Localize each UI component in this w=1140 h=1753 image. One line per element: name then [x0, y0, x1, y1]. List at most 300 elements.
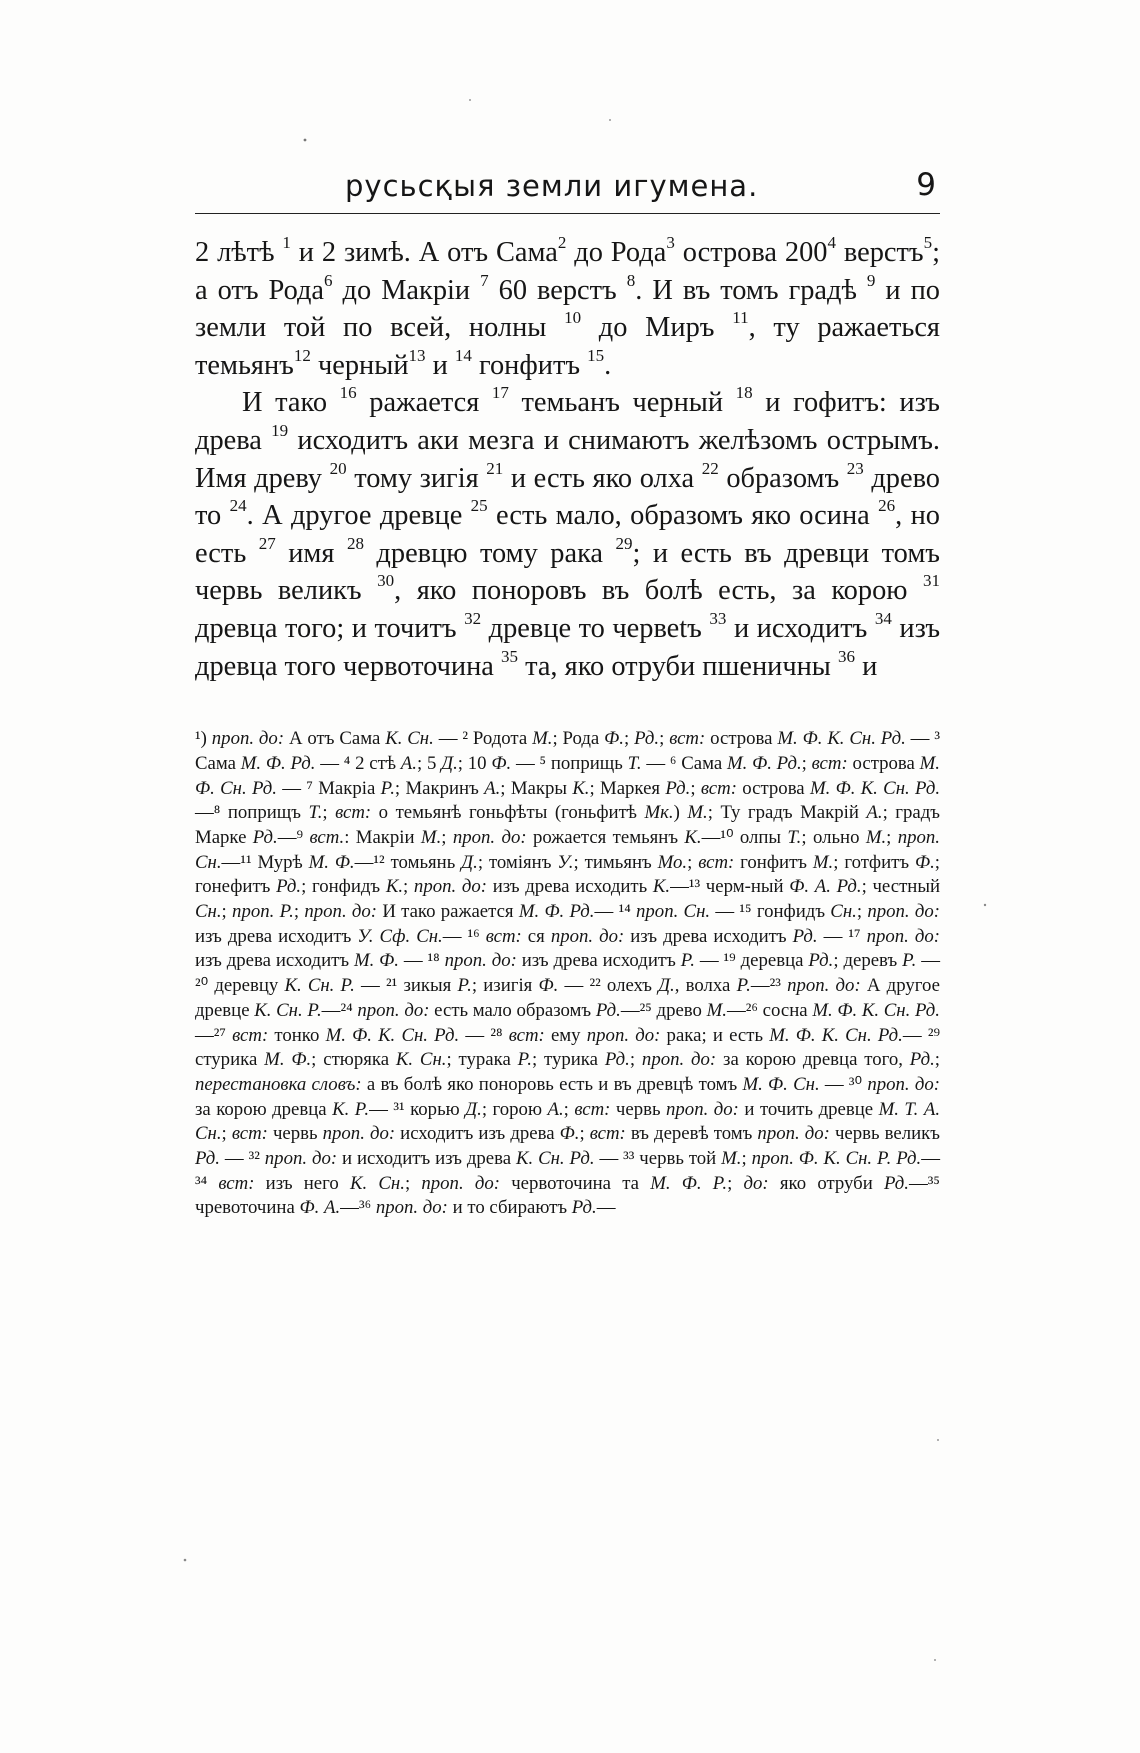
text-run: ; изигія	[471, 975, 539, 997]
text-run: — ²⁰ деревцу	[195, 950, 941, 997]
text-run: —	[902, 1024, 928, 1046]
text-run: изъ древа исходитъ	[195, 925, 358, 947]
siglum-text: М. Ф. Р.	[650, 1172, 728, 1194]
text-run: ; 10	[457, 752, 492, 774]
text-run: . И въ томъ градѣ	[635, 274, 867, 306]
note-marker: 16	[339, 383, 357, 403]
siglum-text: Рд.	[792, 925, 818, 947]
body-paragraph	[195, 234, 940, 384]
text-run: ; а отъ Рода	[195, 237, 941, 306]
text-run: темьанъ черный	[508, 387, 736, 419]
text-run: та, яко отруби пшеничны	[517, 650, 838, 682]
siglum-text: М.	[706, 999, 727, 1021]
siglum-text: Мк.	[644, 802, 674, 824]
text-run: древце то червеtъ	[481, 612, 710, 644]
note-marker: 29	[615, 533, 633, 553]
siglum-text: проп. до:	[867, 901, 941, 923]
siglum-text: проп. до:	[211, 728, 285, 750]
note-marker: 3	[666, 233, 675, 253]
siglum-text: проп. до:	[304, 901, 378, 923]
text-run: —	[596, 1197, 616, 1219]
siglum-text: М.	[721, 1148, 742, 1170]
siglum-text: Ф.	[538, 975, 559, 997]
siglum-text: вст:	[811, 752, 848, 774]
siglum-text: М. Ф.	[308, 851, 355, 873]
text-run: исходитъ изъ древа	[395, 1123, 560, 1145]
siglum-text: Т.	[627, 752, 642, 774]
siglum-text: К. Сн.	[385, 728, 434, 750]
siglum-text: Мо.	[657, 851, 688, 873]
text-run: ;	[623, 728, 635, 750]
text-run: —³⁶	[340, 1197, 376, 1219]
text-run: ; готфитъ	[833, 851, 915, 873]
text-run: — ² Родота	[433, 728, 533, 750]
siglum-text: Р.	[736, 975, 751, 997]
text-run: — ⁷ Макріа	[276, 777, 381, 799]
text-run: — ¹⁵ гонфидъ	[710, 901, 831, 923]
text-run: изъ древа исходить	[487, 876, 653, 898]
text-run: ;	[293, 901, 305, 923]
text-run: , но есть	[195, 500, 940, 569]
text-run: —²⁶ сосна	[727, 999, 813, 1021]
note-marker: 19	[271, 421, 289, 441]
text-run: исходитъ аки мезга и снимаютъ желѣзомъ острымъ. Имя древу	[195, 424, 940, 494]
siglum-text: М. Ф. К. Сн. Рд.	[809, 777, 941, 799]
text-run: имя	[275, 537, 347, 569]
siglum-text: Рд.	[604, 1049, 630, 1071]
text-run: о темьянѣ гоньфѣты (гоньфитѣ	[371, 802, 645, 824]
siglum-text: Р.	[457, 975, 472, 997]
text-run: — ¹⁹ деревца	[694, 950, 809, 972]
text-run: тонко	[268, 1024, 326, 1046]
siglum-text: проп. до:	[444, 950, 517, 972]
text-run: острова	[705, 728, 778, 750]
siglum-text: проп. до:	[322, 1123, 396, 1145]
text-run: изъ древца того червоточина	[195, 612, 940, 682]
text-run: острова	[847, 752, 920, 774]
note-marker: 27	[258, 533, 276, 553]
note-marker: 25	[470, 496, 488, 516]
text-run: ;	[221, 1123, 232, 1145]
text-run: червь великъ	[829, 1123, 940, 1145]
text-run: ;	[629, 1049, 642, 1071]
text-run: ; гонефитъ	[195, 851, 940, 898]
running-title: русьсқыя земли игумена.	[345, 169, 759, 203]
siglum-text: проп. до:	[586, 1024, 661, 1046]
note-marker: 34	[874, 609, 892, 629]
text-run: ;	[856, 901, 868, 923]
note-marker: 15	[587, 346, 605, 366]
text-run: . А другое древце	[246, 500, 471, 532]
siglum-text: М.	[420, 826, 442, 848]
siglum-text: проп. до:	[452, 826, 527, 848]
siglum-text: Сн.	[195, 901, 222, 923]
siglum-text: М.	[687, 802, 708, 824]
text-run: ; честный	[861, 876, 940, 898]
siglum-text: К.	[350, 1172, 368, 1194]
siglum-text: проп. Сн.	[636, 901, 711, 923]
siglum-text: К.	[516, 1148, 534, 1170]
siglum-text: К.	[385, 876, 404, 898]
siglum-text: Ф. К. Сн. Рд.	[345, 1024, 460, 1046]
text-run: — ¹⁷	[817, 925, 867, 947]
siglum-text: проп. до:	[375, 1197, 448, 1219]
siglum-text: вст.	[309, 826, 345, 848]
siglum-text: К. Сн.	[395, 1049, 447, 1071]
text-run: ; Рода	[552, 728, 605, 750]
text-run: ; и есть въ древци томъ червь великъ	[195, 537, 940, 607]
siglum-text: вст:	[589, 1123, 626, 1145]
text-run: ный	[750, 876, 790, 898]
siglum-text: М. Ф. К. Сн. Рд.	[769, 1024, 903, 1046]
text-run: ;	[801, 752, 812, 774]
siglum-text: Ф. А. Рд.	[789, 876, 862, 898]
text-run: —²⁵ древо	[620, 999, 707, 1021]
siglum-text: вст:	[231, 1123, 268, 1145]
note-marker: 36	[837, 646, 855, 666]
siglum-text: Рд.	[665, 777, 691, 799]
text-run: — ³³ червь той	[594, 1148, 722, 1170]
note-marker: 8	[626, 270, 636, 290]
text-run: — ¹⁸	[398, 950, 445, 972]
text-run: — ⁴ 2 стѣ	[315, 752, 401, 774]
note-marker: 30	[377, 571, 395, 591]
note-marker: 1	[282, 233, 291, 253]
text-run: гонфитъ	[471, 349, 588, 381]
note-marker: 11	[732, 308, 749, 328]
siglum-text: А.	[866, 802, 883, 824]
siglum-text: Рд.	[884, 1172, 910, 1194]
text-run: — ⁵ поприщь	[511, 752, 628, 774]
text-run: , ту ражаеться темьянъ	[195, 312, 940, 381]
siglum-text: К.	[652, 876, 671, 898]
text-run: ; Макры	[500, 777, 573, 799]
main-text	[195, 234, 940, 685]
siglum-text: Сн. Рд.	[533, 1148, 595, 1170]
siglum-text: Рд.	[195, 1148, 220, 1170]
siglum-text: проп. до:	[413, 876, 488, 898]
siglum-text: Д.	[441, 752, 458, 774]
siglum-text: М. Ф. К. Сн. Рд.	[812, 999, 940, 1021]
text-run: и точить древце	[738, 1098, 879, 1120]
text-run: —³⁵ чревоточина	[195, 1172, 940, 1219]
text-run: въ деревѣ томъ	[625, 1123, 758, 1145]
text-run: ¹)	[195, 728, 212, 750]
text-run: изъ древа исходитъ	[195, 950, 354, 972]
note-marker: 4	[827, 233, 836, 253]
siglum-text: У. Сф. Сн.	[357, 925, 443, 947]
text-run: черный	[310, 349, 409, 381]
siglum-text: Сн.	[367, 1172, 405, 1194]
text-run: , яко поноровъ въ болѣ есть, за корою	[394, 575, 923, 607]
text-run: —¹² томьянь	[354, 851, 462, 873]
siglum-text: М. Ф.	[264, 1049, 312, 1071]
siglum-text: Р.	[680, 950, 695, 972]
text-run: ся	[521, 925, 551, 947]
siglum-text: Д.	[461, 851, 478, 873]
siglum-text: вст:	[218, 1172, 255, 1194]
siglum-text: М. Ф. Рд.	[240, 752, 316, 774]
siglum-text: М. Ф. Сн.	[742, 1073, 820, 1095]
text-run: рожается темьянъ	[526, 826, 685, 848]
note-marker: 33	[709, 609, 727, 629]
siglum-text: К.	[572, 777, 590, 799]
text-run: .	[604, 349, 612, 381]
text-run: за корою древца	[195, 1098, 333, 1120]
text-run: ; томіянъ	[477, 851, 558, 873]
note-marker: 23	[846, 458, 864, 478]
text-run: —	[369, 1098, 394, 1120]
text-run: и гофитъ: изъ древа	[195, 387, 940, 456]
text-run: ;	[934, 1049, 941, 1071]
siglum-text: М.	[865, 826, 887, 848]
note-marker: 31	[922, 571, 940, 591]
siglum-text: К.	[684, 826, 702, 848]
siglum-text: Р.	[517, 1049, 532, 1071]
text-run: ;	[579, 1123, 590, 1145]
siglum-text: вст:	[574, 1098, 611, 1120]
book-page	[195, 165, 940, 1221]
footnotes	[195, 727, 940, 1221]
text-run: —²⁴	[321, 999, 358, 1021]
text-run: 2 лѣтѣ	[195, 237, 283, 268]
text-run: —⁸ поприщъ	[195, 802, 309, 824]
siglum-text: Ф.	[604, 728, 624, 750]
text-run: ¹⁶	[467, 925, 486, 947]
note-marker: 2	[557, 233, 567, 253]
text-run: ; турака	[446, 1049, 518, 1071]
siglum-text: Ф.	[559, 1123, 580, 1145]
text-run: есть мало образомъ	[429, 999, 596, 1021]
note-marker: 28	[346, 533, 364, 553]
text-run: ³¹ корью	[393, 1098, 466, 1120]
text-run: и 2 зимѣ. А отъ Сама	[290, 237, 558, 268]
text-run: и	[425, 349, 455, 381]
siglum-text: Т.	[787, 826, 802, 848]
siglum-text: Ф. А.	[299, 1197, 341, 1219]
text-run: ;	[563, 1098, 575, 1120]
text-run: — ²⁸	[459, 1024, 509, 1046]
text-run: —	[594, 901, 619, 923]
note-marker: 17	[491, 383, 509, 403]
siglum-text: перестановка словъ:	[195, 1073, 362, 1095]
siglum-text: Ф.	[914, 851, 935, 873]
text-run: ; градъ Марке	[195, 802, 940, 848]
siglum-text: Рд.	[808, 950, 834, 972]
siglum-text: Ф.	[491, 752, 512, 774]
text-run: —²³	[750, 975, 788, 997]
text-run: и есть яко олха	[503, 462, 702, 494]
siglum-text: Рд.	[909, 1049, 935, 1071]
note-marker: 24	[229, 496, 247, 516]
text-run: )	[673, 802, 688, 824]
siglum-text: М. Ф. Рд.	[518, 901, 595, 923]
page-number: 9	[916, 167, 936, 203]
siglum-text: Р.	[380, 777, 395, 799]
siglum-text: Р.	[902, 950, 917, 972]
text-run: —¹⁰ олпы	[701, 826, 788, 848]
siglum-text: Рд.	[571, 1197, 597, 1219]
note-marker: 22	[701, 458, 719, 478]
text-run: ему	[544, 1024, 587, 1046]
text-run: и по земли той по всей, нолны	[195, 274, 940, 344]
text-run: острова	[736, 777, 810, 799]
text-run: ;	[727, 1172, 744, 1194]
text-run: за корою древца того,	[716, 1049, 910, 1071]
siglum-text: вст:	[698, 851, 735, 873]
siglum-text: Рд.	[595, 999, 621, 1021]
siglum-text: проп. до:	[866, 925, 940, 947]
siglum-text: вст:	[232, 1024, 269, 1046]
text-run: червь	[610, 1098, 667, 1120]
text-run: ; Макринъ	[394, 777, 485, 799]
text-run: 60 верстъ	[488, 274, 627, 306]
siglum-text: проп. Сн.	[195, 826, 940, 873]
siglum-text: проп. до:	[787, 975, 861, 997]
text-run: изъ него	[254, 1172, 350, 1194]
siglum-text: Рд.	[276, 876, 302, 898]
text-run: ;	[886, 826, 898, 848]
note-marker: 32	[464, 609, 482, 629]
siglum-text: Д.	[465, 1098, 482, 1120]
siglum-text: М. Ф. К. Сн. Рд.	[777, 728, 906, 750]
siglum-text: проп. до:	[357, 999, 430, 1021]
note-marker: 20	[329, 458, 347, 478]
text-run: — ³ Сама	[195, 728, 940, 774]
note-marker: 9	[866, 270, 876, 290]
text-run: образомъ	[718, 462, 847, 494]
text-run: — ³²	[220, 1148, 265, 1170]
text-run: ; горою	[481, 1098, 548, 1120]
siglum-text: Сн.	[830, 901, 857, 923]
siglum-text: М.	[532, 728, 553, 750]
text-run: ;	[441, 826, 453, 848]
note-marker: 5	[923, 233, 933, 253]
text-run: ¹⁴	[618, 901, 637, 923]
siglum-text: вст:	[485, 925, 522, 947]
siglum-text: вст:	[508, 1024, 545, 1046]
text-run: —	[442, 925, 468, 947]
text-run: и исходитъ изъ древа	[337, 1148, 516, 1170]
text-run: —⁹	[277, 826, 310, 848]
siglum-text: К. Сн. Р.	[254, 999, 322, 1021]
note-marker: 13	[408, 346, 426, 366]
note-marker: 6	[324, 270, 333, 290]
text-run: древца того; и точитъ	[195, 612, 465, 644]
text-run: ;	[687, 851, 699, 873]
text-run: , волха	[674, 975, 737, 997]
text-run: а въ болѣ яко поноровь есть и въ древцѣ томъ	[361, 1073, 743, 1095]
note-marker: 10	[564, 308, 582, 328]
text-run: — ²¹ зикыя	[354, 975, 458, 997]
text-run: ; стюряка	[311, 1049, 396, 1071]
text-run: яко отруби	[768, 1172, 885, 1194]
note-marker: 35	[500, 646, 518, 666]
siglum-text: Т.	[308, 802, 323, 824]
text-run: — ³⁰	[819, 1073, 868, 1095]
note-marker: 21	[486, 458, 504, 478]
text-run: ; гонфидъ	[301, 876, 386, 898]
text-run: и исходитъ	[726, 612, 875, 644]
text-run: ;	[659, 728, 670, 750]
text-run: ;	[403, 876, 414, 898]
running-head	[195, 165, 940, 214]
text-run: А отъ Сама	[284, 728, 386, 750]
text-run: —³⁴	[195, 1148, 940, 1194]
text-run: ; деревъ	[833, 950, 903, 972]
siglum-text: А.	[547, 1098, 564, 1120]
siglum-text: вст:	[700, 777, 737, 799]
text-run: острова 200	[674, 237, 828, 268]
siglum-text: вст:	[335, 802, 372, 824]
text-run: А другое древце	[195, 975, 940, 1021]
text-run: ; ольно	[801, 826, 866, 848]
text-run: и	[855, 650, 878, 682]
siglum-text: проп. до:	[641, 1049, 717, 1071]
siglum-text: проп. Р.	[232, 901, 294, 923]
text-run: есть мало, образомъ яко осина	[487, 500, 879, 532]
siglum-text: М. Ф.	[353, 950, 399, 972]
text-run: ; Ту градъ Макрій	[707, 802, 867, 824]
note-marker: 7	[480, 270, 489, 290]
body-paragraph	[195, 384, 940, 685]
text-run: : Макріи	[344, 826, 421, 848]
footnote-block	[195, 727, 940, 1221]
siglum-text: М. Т. А. Сн.	[195, 1098, 941, 1145]
note-marker: 14	[454, 346, 472, 366]
text-run: ражается	[356, 387, 492, 419]
siglum-text: К. Сн. Р.	[284, 975, 355, 997]
text-run: И тако ражается	[377, 901, 519, 923]
text-run: ; тимьянъ	[573, 851, 658, 873]
text-run: ;	[221, 901, 233, 923]
siglum-text: Д.	[658, 975, 675, 997]
text-run: —¹³ черм-	[670, 876, 751, 898]
note-marker: 12	[293, 346, 311, 366]
text-run: и то сбираютъ	[447, 1197, 572, 1219]
text-run: гонфитъ	[734, 851, 813, 873]
text-run: верстъ	[836, 237, 924, 268]
text-run: ; турика	[531, 1049, 605, 1071]
text-run: ;	[404, 1172, 422, 1194]
siglum-text: до:	[743, 1172, 769, 1194]
text-run: — ²² олехъ	[558, 975, 659, 997]
text-run: ; 5	[416, 752, 442, 774]
siglum-text: К. Р.	[332, 1098, 370, 1120]
siglum-text: проп. до:	[757, 1123, 830, 1145]
siglum-text: Рд.	[252, 826, 278, 848]
siglum-text: У.	[557, 851, 574, 873]
siglum-text: проп. до:	[421, 1172, 500, 1194]
text-run: древцю тому рака	[363, 537, 616, 569]
text-run: —²⁷	[195, 1024, 233, 1046]
text-run: червоточина та	[500, 1172, 651, 1194]
text-run: —¹¹ Мурѣ	[221, 851, 309, 873]
siglum-text: М.	[812, 851, 834, 873]
siglum-text: проп. до:	[264, 1148, 338, 1170]
text-run: древо то	[195, 462, 940, 532]
siglum-text: М.	[325, 1024, 346, 1046]
text-run: рака; и есть	[660, 1024, 770, 1046]
siglum-text: вст:	[669, 728, 706, 750]
siglum-text: проп. до:	[666, 1098, 739, 1120]
siglum-text: проп. до:	[550, 925, 625, 947]
text-run: до Миръ	[581, 312, 733, 344]
text-run: ²⁹ стурика	[195, 1024, 940, 1071]
text-run: ;	[741, 1148, 752, 1170]
text-run: до Макріи	[332, 274, 481, 306]
text-run: червь	[267, 1123, 323, 1145]
